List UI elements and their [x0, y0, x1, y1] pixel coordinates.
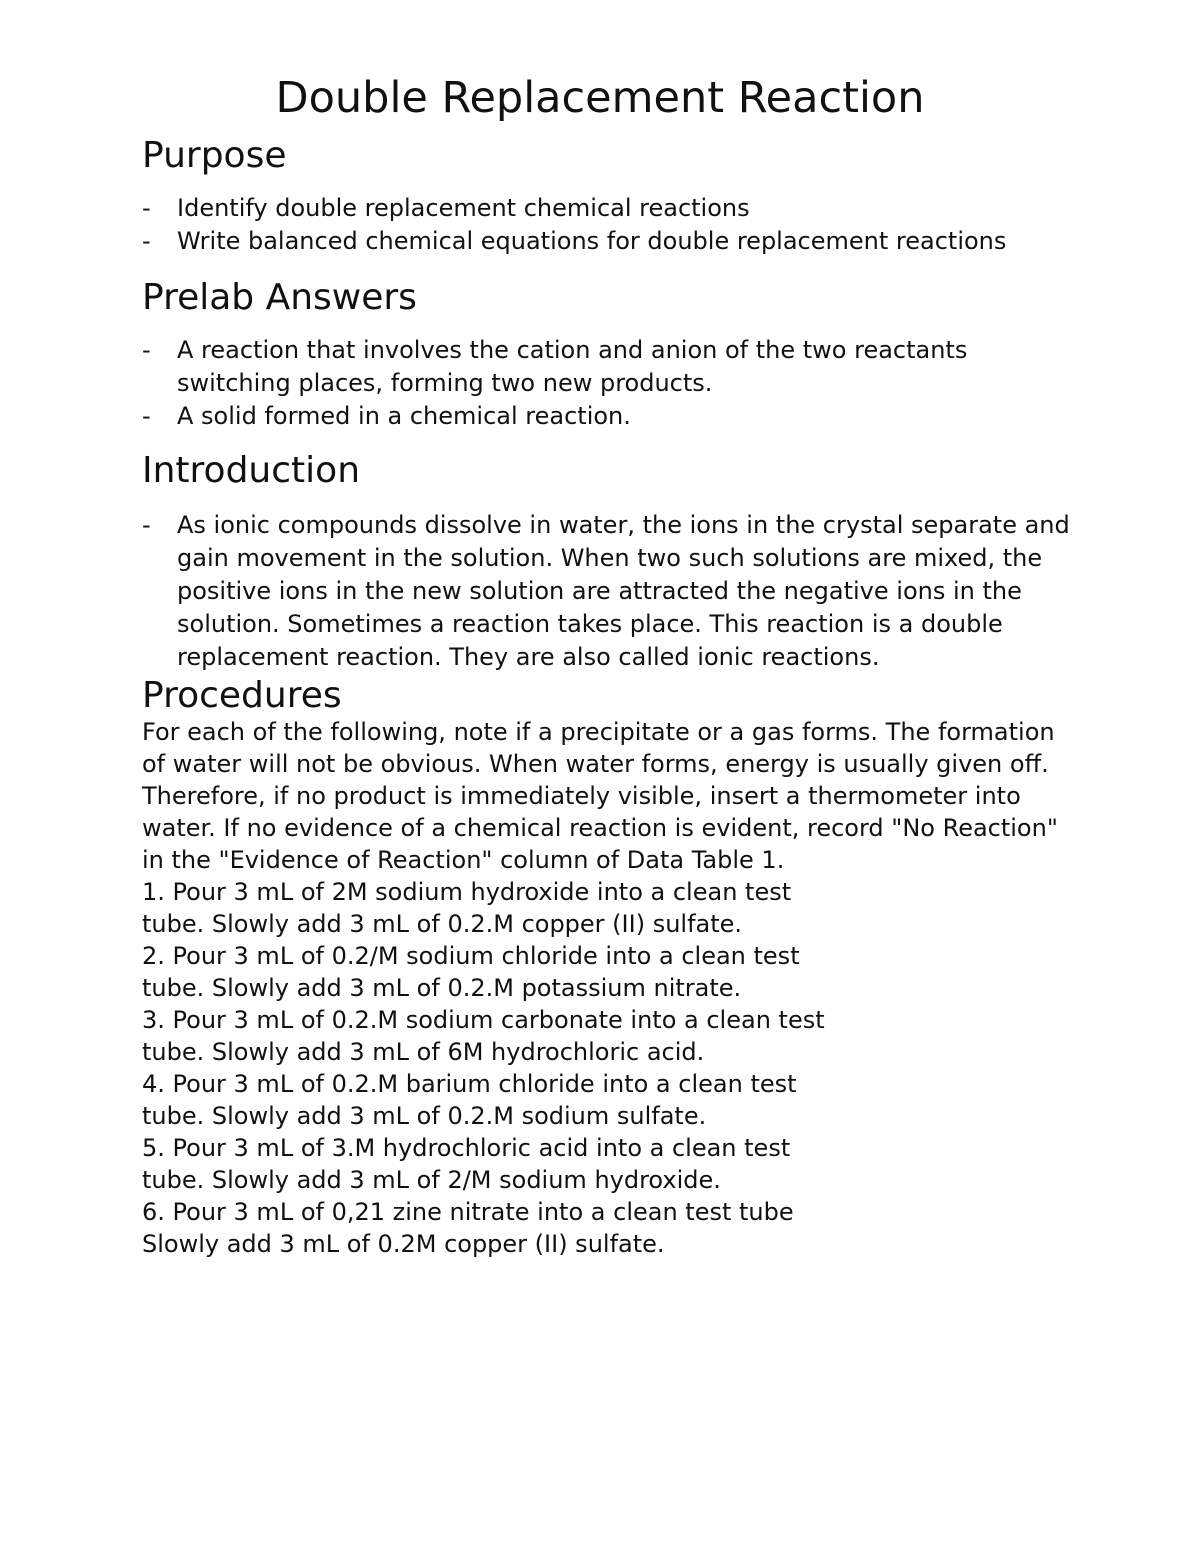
- document-content: [142, 72, 1072, 1260]
- list-item: [142, 509, 1072, 674]
- step-line: 3. Pour 3 mL of 0.2.M sodium carbonate into a clean test: [142, 1006, 825, 1034]
- procedures-section: [142, 676, 1072, 1260]
- list-item: [142, 334, 1072, 400]
- dash-bullet: -: [142, 227, 151, 255]
- dash-bullet: -: [142, 194, 151, 222]
- step-line: tube. Slowly add 3 mL of 0.2.M copper (II) sulfate.: [142, 910, 743, 938]
- procedure-step: [142, 876, 1072, 940]
- procedure-step: [142, 940, 1072, 1004]
- step-line: 4. Pour 3 mL of 0.2.M barium chloride into a clean test: [142, 1070, 797, 1098]
- step-line: Slowly add 3 mL of 0.2M copper (II) sulfate.: [142, 1230, 665, 1258]
- step-line: tube. Slowly add 3 mL of 0.2.M sodium sulfate.: [142, 1102, 707, 1130]
- introduction-section: [142, 449, 1072, 674]
- step-line: tube. Slowly add 3 mL of 6M hydrochloric acid.: [142, 1038, 705, 1066]
- dash-bullet: -: [142, 336, 151, 364]
- step-line: 2. Pour 3 mL of 0.2/M sodium chloride into a clean test: [142, 942, 800, 970]
- prelab-list: [142, 334, 1072, 433]
- prelab-heading: Prelab Answers: [142, 277, 417, 318]
- dash-bullet: -: [142, 402, 151, 430]
- list-item: [142, 192, 1072, 225]
- introduction-list: [142, 509, 1072, 674]
- document-title: Double Replacement Reaction: [275, 73, 925, 123]
- list-item: [142, 225, 1072, 258]
- procedure-step: [142, 1004, 1072, 1068]
- list-item-text: A solid formed in a chemical reaction.: [177, 402, 631, 430]
- step-line: 6. Pour 3 mL of 0,21 zine nitrate into a clean test tube: [142, 1198, 794, 1226]
- step-line: 5. Pour 3 mL of 3.M hydrochloric acid into a clean test: [142, 1134, 791, 1162]
- step-line: 1. Pour 3 mL of 2M sodium hydroxide into a clean test: [142, 878, 792, 906]
- list-item-text: Write balanced chemical equations for double replacement reactions: [177, 227, 1007, 255]
- procedure-step: [142, 1132, 1072, 1196]
- procedure-step: [142, 1068, 1072, 1132]
- introduction-heading: Introduction: [142, 450, 361, 491]
- procedures-intro-text: For each of the following, note if a precipitate or a gas forms. The formation of water will not be obvious. When water forms, energy is usually given off. Therefore, if no product is immediately visible, insert a thermometer into water. If no evidence of a chemical reaction is evident, record "No Reaction" in the "Evidence of Reaction" column of Data Table 1.: [142, 718, 1058, 874]
- list-item-text: As ionic compounds dissolve in water, the ions in the crystal separate and gain movement in the solution. When two such solutions are mixed, the positive ions in the new solution are attracted the negative ions in the solution. Sometimes a reaction takes place. This reaction is a double replacement reaction. They are also called ionic reactions.: [177, 511, 1070, 671]
- purpose-list: [142, 192, 1072, 258]
- list-item-text: Identify double replacement chemical reactions: [177, 194, 750, 222]
- list-item: [142, 400, 1072, 433]
- procedures-heading: Procedures: [142, 675, 342, 716]
- procedure-step: [142, 1196, 1072, 1260]
- purpose-section: [142, 134, 1072, 258]
- step-line: tube. Slowly add 3 mL of 2/M sodium hydroxide.: [142, 1166, 721, 1194]
- purpose-heading: Purpose: [142, 135, 287, 176]
- step-line: tube. Slowly add 3 mL of 0.2.M potassium nitrate.: [142, 974, 742, 1002]
- prelab-section: [142, 276, 1072, 433]
- list-item-text: A reaction that involves the cation and anion of the two reactants switching places, forming two new products.: [177, 336, 968, 397]
- dash-bullet: -: [142, 511, 151, 539]
- procedure-steps: [142, 876, 1072, 1260]
